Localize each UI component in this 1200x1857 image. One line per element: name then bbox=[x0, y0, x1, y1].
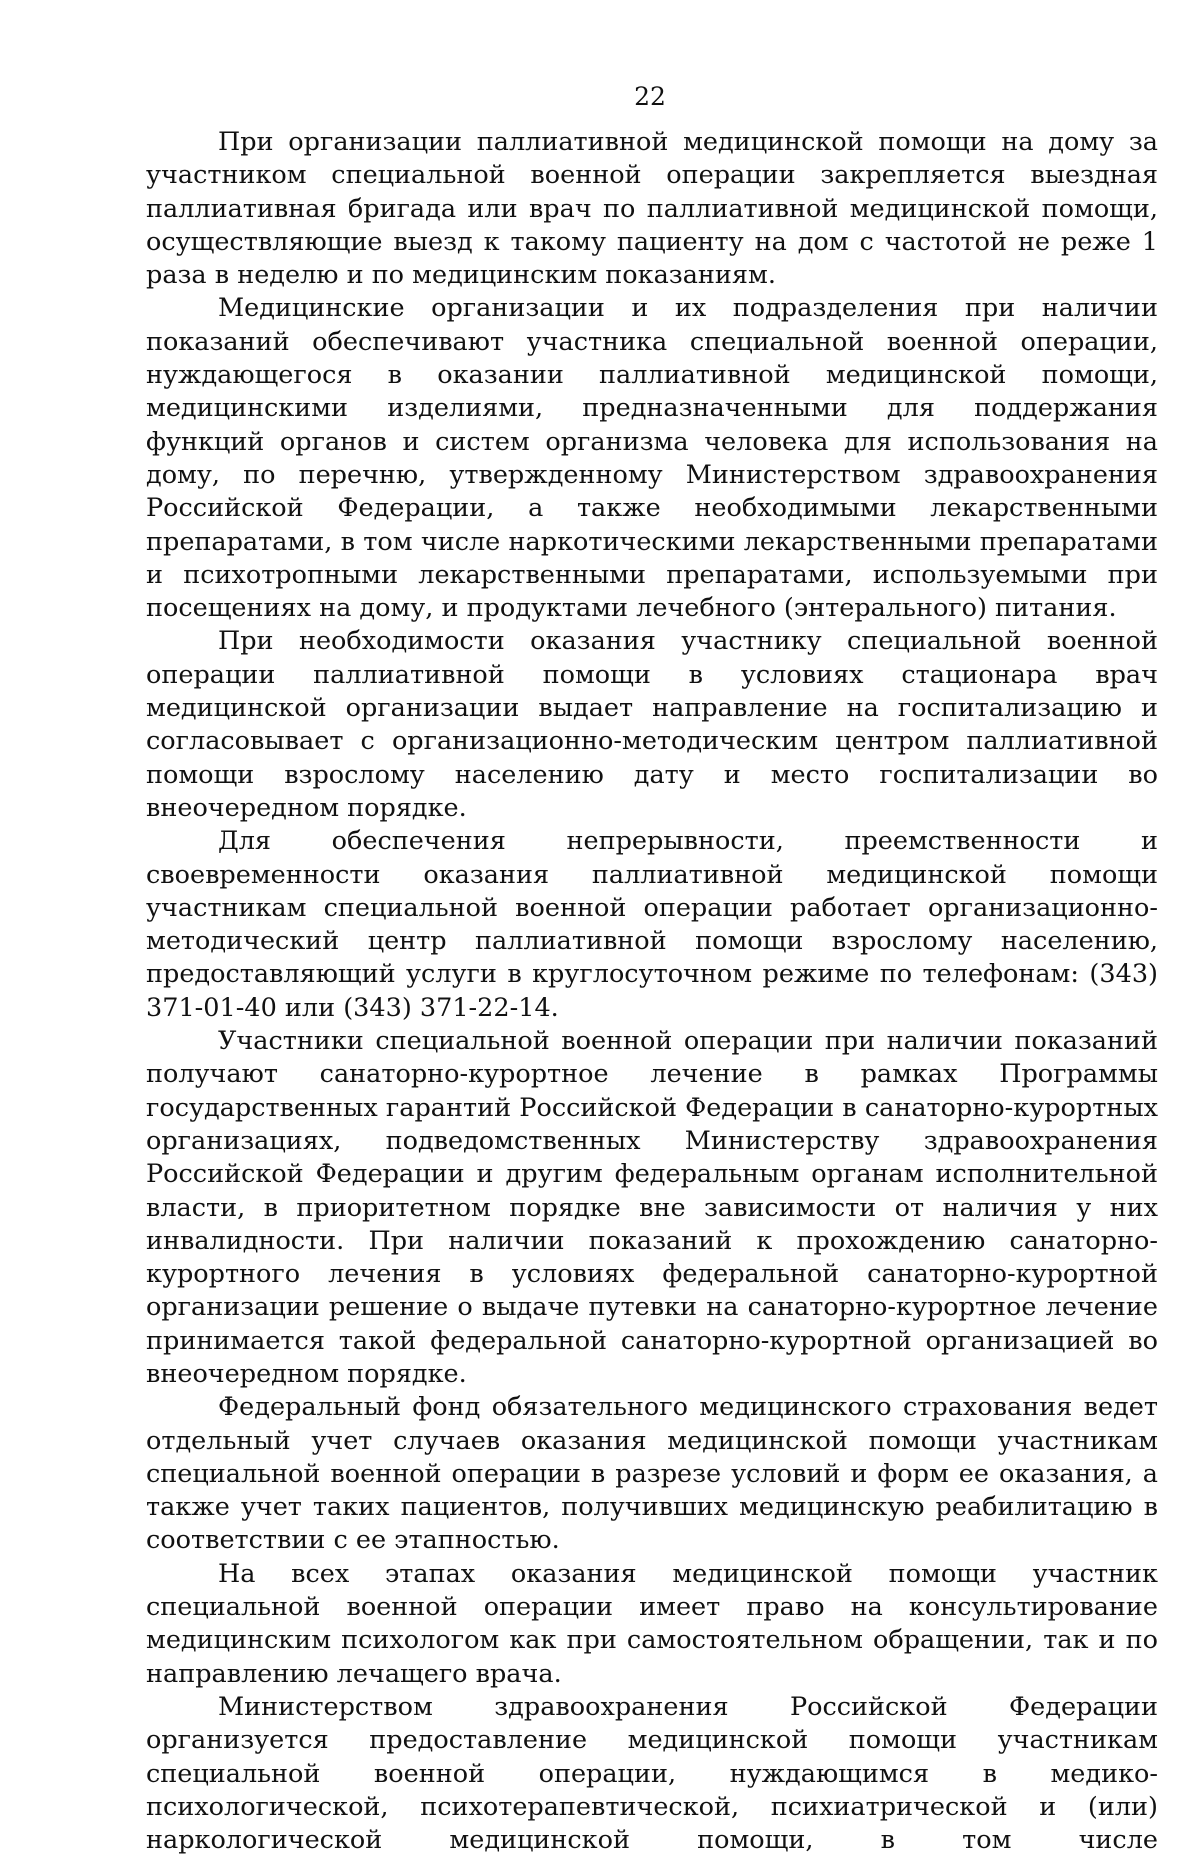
paragraph-methodical-center: Для обеспечения непрерывности, преемственности и своевременности оказания паллиативной медицинской помощи участникам специальной военной операции работает организационно-методический центр паллиативной помощи взрослому населению, предоставляющий услуги в круглосуточном режиме по телефонам: (343) 371-01-40 или (343) 371-22-14. bbox=[146, 826, 1158, 1023]
paragraph-ministry-psychiatric-help: Министерством здравоохранения Российской Федерации организуется предоставление медицинской помощи участникам специальной военной операции, нуждающимся в медико-психологической, психотерапевтической, психиатрической и (или) наркологической медицинской помощи, в том числе bbox=[146, 1691, 1158, 1856]
paragraph-insurance-fund: Федеральный фонд обязательного медицинского страхования ведет отдельный учет случаев оказания медицинской помощи участникам специальной военной операции в разрезе условий и форм ее оказания, а также учет таких пациентов, получивших медицинскую реабилитацию в соответствии с ее этапностью. bbox=[146, 1392, 1158, 1556]
body-text bbox=[146, 126, 1158, 1857]
paragraph-psychologist: На всех этапах оказания медицинской помощи участник специальной военной операции имеет право на консультирование медицинским психологом как при самостоятельном обращении, так и по направлению лечащего врача. bbox=[146, 1558, 1158, 1689]
paragraph-palliative-home-care: При организации паллиативной медицинской помощи на дому за участником специальной военной операции закрепляется выездная паллиативная бригада или врач по паллиативной медицинской помощи, осуществляющие выезд к такому пациенту на дом с частотой не реже 1 раза в неделю и по медицинским показаниям. bbox=[146, 127, 1158, 291]
paragraph-hospitalization: При необходимости оказания участнику специальной военной операции паллиативной помощи в условиях стационара врач медицинской организации выдает направление на госпитализацию и согласовывает с организационно-методическим центром паллиативной помощи взрослому населению дату и место госпитализации во внеочередном порядке. bbox=[146, 626, 1158, 823]
paragraph-medical-devices: Медицинские организации и их подразделения при наличии показаний обеспечивают участника специальной военной операции, нуждающегося в оказании паллиативной медицинской помощи, медицинскими изделиями, предназначенными для поддержания функций органов и систем организма человека для использования на дому, по перечню, утвержденному Министерством здравоохранения Российской Федерации, а также необходимыми лекарственными препаратами, в том числе наркотическими лекарственными препаратами и психотропными лекарственными препаратами, используемыми при посещениях на дому, и продуктами лечебного (энтерального) питания. bbox=[146, 293, 1158, 624]
page-number: 22 bbox=[634, 82, 666, 111]
paragraph-sanatorium-treatment: Участники специальной военной операции при наличии показаний получают санаторно-курортное лечение в рамках Программы государственных гарантий Российской Федерации в санаторно-курортных организациях, подведомственных Министерству здравоохранения Российской Федерации и другим федеральным органам исполнительной власти, в приоритетном порядке вне зависимости от наличия у них инвалидности. При наличии показаний к прохождению санаторно-курортного лечения в условиях федеральной санаторно-курортной организации решение о выдаче путевки на санаторно-курортное лечение принимается такой федеральной санаторно-курортной организацией во внеочередном порядке. bbox=[146, 1026, 1158, 1389]
